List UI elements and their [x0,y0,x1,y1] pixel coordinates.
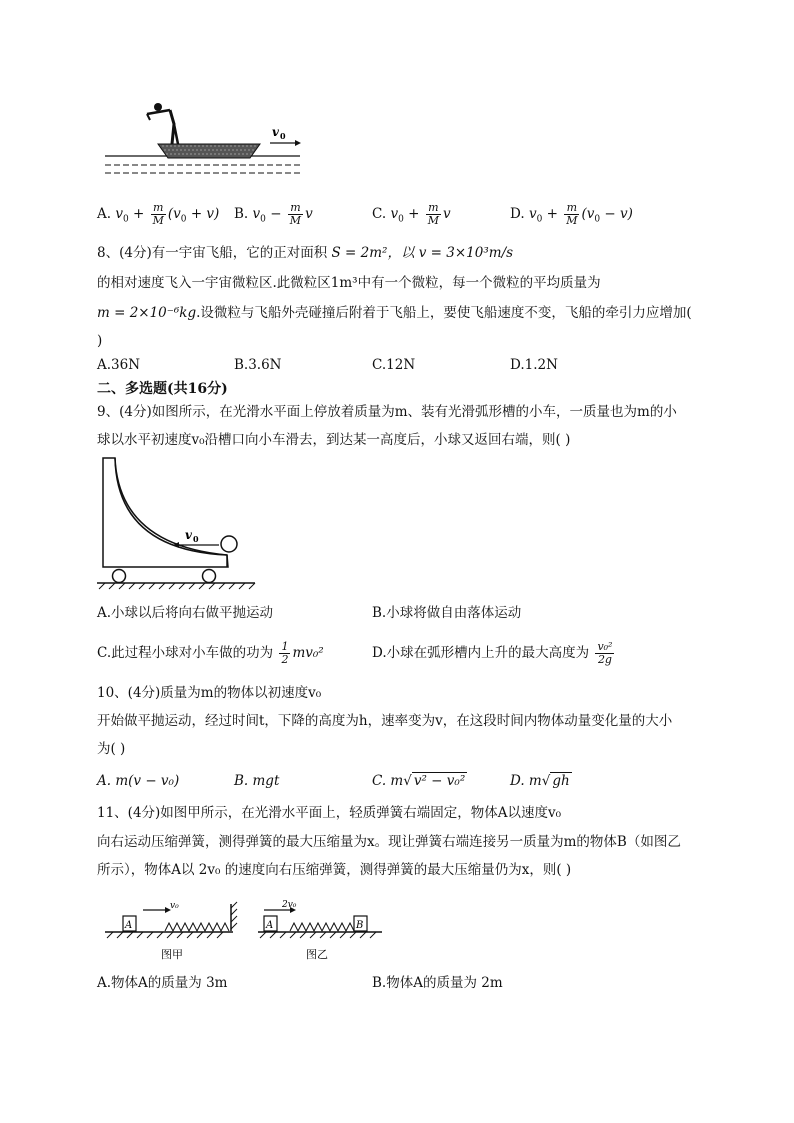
boat-diver-figure [100,98,310,183]
q11-stem-line1: 11、(4分)如图甲所示，在光滑水平面上，轻质弹簧右端固定，物体A以速度v₀ [97,805,562,821]
v0-label: v [185,528,192,542]
svg-text:0: 0 [193,534,199,544]
q8-option-c[interactable]: C.12N [372,357,416,373]
fraction: $\frac{m}{M}$ [152,201,164,227]
q11-stem-line2: 向右运动压缩弹簧，测得弹簧的最大压缩量为x。现让弹簧右端连接另一质量为m的物体B（如图乙 [97,834,681,850]
q10-option-c[interactable]: C. m√ v² − v₀² [372,773,466,789]
q9-stem-line2: 球以水平初速度v₀沿槽口向小车滑去，到达某一高度后，小球又返回右端，则( ) [97,432,571,448]
q8-stem-line4: ) [97,333,103,349]
q9-option-a[interactable]: A.小球以后将向右做平抛运动 [97,605,274,621]
q11-option-b[interactable]: B.物体A的质量为 2m [372,975,503,991]
q11-stem-line3: 所示），物体A以 2v₀ 的速度向右压缩弹簧，测得弹簧的最大压缩量仍为x，则( ) [97,862,572,878]
cart-groove-figure [95,455,260,590]
q7-option-b[interactable]: B. $v_0$ − $\frac{m}{M}$ v [234,201,313,227]
q7-option-c[interactable]: C. $v_0$ + $\frac{m}{M}$ v [372,201,451,227]
q10-option-b[interactable]: B. mgt [234,773,280,789]
q8-stem-line2: 的相对速度飞入一宇宙微粒区.此微粒区1m³中有一个微粒，每一个微粒的平均质量为 [97,275,601,291]
block-b-label: B [356,920,364,931]
q9-option-c[interactable]: C.此过程小球对小车做的功为 $\frac{1}{2}$ mv₀² [97,640,324,666]
q10-option-a[interactable]: A. m(v − v₀) [97,773,180,789]
q7-option-a[interactable]: A. $v_0$ + $\frac{m}{M}$ $(v_0 + v)$ [97,201,220,227]
svg-text:0: 0 [280,131,286,141]
spring-figure-b [256,898,386,966]
q9-stem-line1: 9、(4分)如图所示，在光滑水平面上停放着质量为m、装有光滑弧形槽的小车，一质量也为m的小 [97,404,677,420]
v0-label: v₀ [170,901,179,911]
figure-b-caption: 图乙 [306,948,328,961]
section-heading: 二、多选题(共16分) [97,381,228,397]
q8-stem-line3: m = 2×10⁻⁶kg.设微粒与飞船外壳碰撞后附着于飞船上，要使飞船速度不变，飞船的牵引力应增加( [97,305,692,321]
q8-option-b[interactable]: B.3.6N [234,357,282,373]
2v0-label: 2v₀ [282,900,297,910]
q10-stem-line2: 开始做平抛运动，经过时间t，下降的高度为h，速率变为v，在这段时间内物体动量变化量的大小 [97,713,673,729]
v0-label: v [272,125,279,139]
fraction: $\frac{\text{v₀²}}{2g}$ [597,640,613,666]
q11-option-a[interactable]: A.物体A的质量为 3m [97,975,228,991]
q9-option-d[interactable]: D.小球在弧形槽内上升的最大高度为 $\frac{\text{v₀²}}{2g}$ [372,640,613,666]
q7-option-d[interactable]: D. $v_0$ + $\frac{m}{M}$ $(v_0 - v)$ [510,201,633,227]
q10-option-d[interactable]: D. m√ gh [510,773,570,789]
block-a-label: A [266,920,274,931]
fraction: $\frac{m}{M}$ [566,201,578,227]
block-a-label: A [125,920,133,931]
q8-option-d[interactable]: D.1.2N [510,357,558,373]
fraction: $\frac{m}{M}$ [289,201,302,227]
fraction: $\frac{m}{M}$ [427,201,439,227]
q10-stem-line1: 10、(4分)质量为m的物体以初速度v₀ [97,685,322,701]
spring-figure-a [103,898,243,966]
figure-a-caption: 图甲 [161,948,183,961]
q10-stem-line3: 为( ) [97,741,126,757]
q8-stem-line1: 8、(4分)有一宇宙飞船，它的正对面积 S = 2m²，以 v = 3×10³m/s [97,245,514,261]
fraction: $\frac{1}{2}$ [281,640,289,666]
q8-option-a[interactable]: A.36N [97,357,141,373]
q9-option-b[interactable]: B.小球将做自由落体运动 [372,605,522,621]
